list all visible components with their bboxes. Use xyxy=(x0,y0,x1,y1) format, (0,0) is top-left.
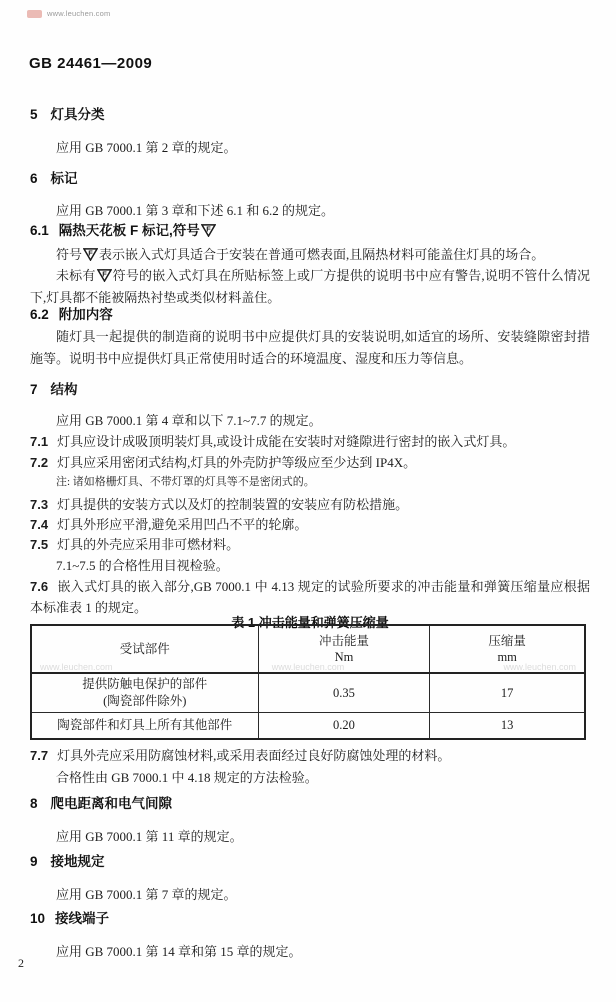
clause-7-7 xyxy=(30,745,590,767)
watermark-text: www.leuchen.com xyxy=(40,662,113,672)
section-number: 6.2 xyxy=(30,307,49,322)
table-header-energy xyxy=(258,625,430,673)
clause-text: 灯具应设计成吸顶明装灯具,或设计成能在安装时对缝隙进行密封的嵌入式灯具。 xyxy=(57,434,516,449)
part-line: (陶瓷部件除外) xyxy=(103,694,187,708)
section-title: 爬电距离和电气间隙 xyxy=(50,796,173,811)
clause-7-2 xyxy=(30,452,590,474)
watermark-text: www.leuchen.com xyxy=(271,662,345,672)
section-title: 附加内容 xyxy=(58,307,113,322)
clause-number: 7.3 xyxy=(30,497,49,512)
f-mark-symbol-icon xyxy=(201,224,216,237)
cell-part xyxy=(31,673,258,713)
section-number: 6.1 xyxy=(30,223,49,238)
table-header-row xyxy=(31,625,585,673)
section-6-2-paragraph: 随灯具一起提供的制造商的说明书中应提供灯具的安装说明,如适宜的场所、安装缝隙密封措施等。说明书中应提供灯具正常使用时适合的环境温度、湿度和压力等信息。 xyxy=(30,329,590,366)
section-5-paragraph: 应用 GB 7000.1 第 2 章的规定。 xyxy=(56,140,237,155)
clause-number: 7.7 xyxy=(30,748,49,763)
clause-number: 7.6 xyxy=(30,579,49,594)
header-label: 压缩量 xyxy=(488,634,526,648)
section-9-paragraph: 应用 GB 7000.1 第 7 章的规定。 xyxy=(56,887,237,902)
clause-number: 7.1 xyxy=(30,434,49,449)
part-line: 提供防触电保护的部件 xyxy=(82,677,208,691)
clause-7-7-check: 合格性由 GB 7000.1 中 4.18 规定的方法检验。 xyxy=(56,770,318,785)
section-number: 5 xyxy=(30,107,38,122)
section-title: 隔热天花板 F 标记,符号 xyxy=(58,223,200,238)
section-number: 9 xyxy=(30,854,38,869)
section-number: 7 xyxy=(30,382,38,397)
site-watermark-text: www.leuchen.com xyxy=(47,9,111,18)
paragraph-text: 符号的嵌入式灯具在所贴标签上或厂方提供的说明书中应有警告,说明不管什么情况下,灯具都不能被隔热衬垫或类似材料盖住。 xyxy=(30,268,590,305)
clause-number: 7.4 xyxy=(30,517,49,532)
table-1 xyxy=(30,624,586,740)
section-number: 10 xyxy=(30,911,46,926)
section-6-2-heading xyxy=(30,305,590,325)
clause-text: 灯具外壳应采用防腐蚀材料,或采用表面经过良好防腐蚀处理的材料。 xyxy=(57,748,451,763)
clause-text: 灯具外形应平滑,避免采用凹凸不平的轮廓。 xyxy=(57,517,308,532)
f-mark-symbol-icon xyxy=(83,248,98,261)
section-6-paragraph: 应用 GB 7000.1 第 3 章和下述 6.1 和 6.2 的规定。 xyxy=(56,203,335,218)
section-5-heading xyxy=(30,105,590,125)
section-number: 8 xyxy=(30,796,38,811)
section-title: 接线端子 xyxy=(55,911,110,926)
cell-part: 陶瓷部件和灯具上所有其他部件 xyxy=(31,713,258,739)
header-label: 冲击能量 xyxy=(318,634,369,648)
clause-text: 灯具应采用密闭式结构,灯具的外壳防护等级应至少达到 IP4X。 xyxy=(57,455,417,470)
section-7-paragraph: 应用 GB 7000.1 第 4 章和以下 7.1~7.7 的规定。 xyxy=(56,413,322,428)
cell-compression: 13 xyxy=(430,713,585,739)
page-number: 2 xyxy=(18,956,24,970)
section-10-heading xyxy=(30,909,590,929)
section-6-1-heading xyxy=(30,221,590,241)
table-1-title: 表 1 冲击能量和弹簧压缩量 xyxy=(231,615,389,630)
f-mark-letter: F xyxy=(88,248,93,258)
table-row xyxy=(31,713,585,739)
section-6-1-paragraph-2 xyxy=(30,265,590,309)
table-header-part: 受试部件 xyxy=(31,625,258,673)
clause-text: 灯具提供的安装方式以及灯的控制装置的安装应有防松措施。 xyxy=(57,497,409,512)
paragraph-text: 未标有 xyxy=(56,268,96,283)
clause-7-1-7-5-check: 7.1~7.5 的合格性用目视检验。 xyxy=(56,558,229,573)
watermark-text: www.leuchen.com xyxy=(503,662,576,672)
clause-text: 嵌入式灯具的嵌入部分,GB 7000.1 中 4.13 规定的试验所要求的冲击能量和弹簧压缩量应根据本标准表 1 的规定。 xyxy=(30,579,590,615)
clause-7-4 xyxy=(30,514,590,536)
section-10-paragraph: 应用 GB 7000.1 第 14 章和第 15 章的规定。 xyxy=(56,944,302,959)
site-header xyxy=(27,9,110,18)
table-header-compression xyxy=(430,625,585,673)
clause-7-2-note: 注: 诸如格栅灯具、不带灯罩的灯具等不是密闭式的。 xyxy=(56,476,315,488)
clause-number: 7.2 xyxy=(30,455,49,470)
doc-number: GB 24461—2009 xyxy=(29,55,153,72)
clause-number: 7.5 xyxy=(30,537,49,552)
clause-text: 灯具的外壳应采用非可燃材料。 xyxy=(57,537,240,552)
clause-7-1 xyxy=(30,431,590,453)
section-title: 灯具分类 xyxy=(50,107,105,122)
f-mark-letter: F xyxy=(101,269,107,279)
section-8-paragraph: 应用 GB 7000.1 第 11 章的规定。 xyxy=(56,829,243,844)
table-row xyxy=(31,673,585,713)
site-logo-icon xyxy=(27,10,42,18)
section-8-heading xyxy=(30,794,590,814)
paragraph-text: 符号 xyxy=(56,247,83,262)
section-9-heading xyxy=(30,852,590,872)
cell-energy: 0.35 xyxy=(258,673,430,713)
section-title: 标记 xyxy=(50,171,78,186)
clause-7-5 xyxy=(30,534,590,556)
f-mark-symbol-icon xyxy=(97,269,112,282)
header-unit: Nm xyxy=(334,650,354,664)
cell-energy: 0.20 xyxy=(258,713,430,739)
header-unit: mm xyxy=(497,650,517,664)
section-title: 接地规定 xyxy=(50,854,105,869)
f-mark-letter: F xyxy=(206,224,211,234)
section-6-heading xyxy=(30,169,590,189)
section-6-1-paragraph-1 xyxy=(30,244,590,266)
section-title: 结构 xyxy=(50,382,78,397)
cell-compression: 17 xyxy=(430,673,585,713)
paragraph-text: 表示嵌入式灯具适合于安装在普通可燃表面,且隔热材料可能盖住灯具的场合。 xyxy=(99,247,545,262)
section-7-heading xyxy=(30,380,590,400)
section-number: 6 xyxy=(30,171,38,186)
clause-7-3 xyxy=(30,494,590,516)
